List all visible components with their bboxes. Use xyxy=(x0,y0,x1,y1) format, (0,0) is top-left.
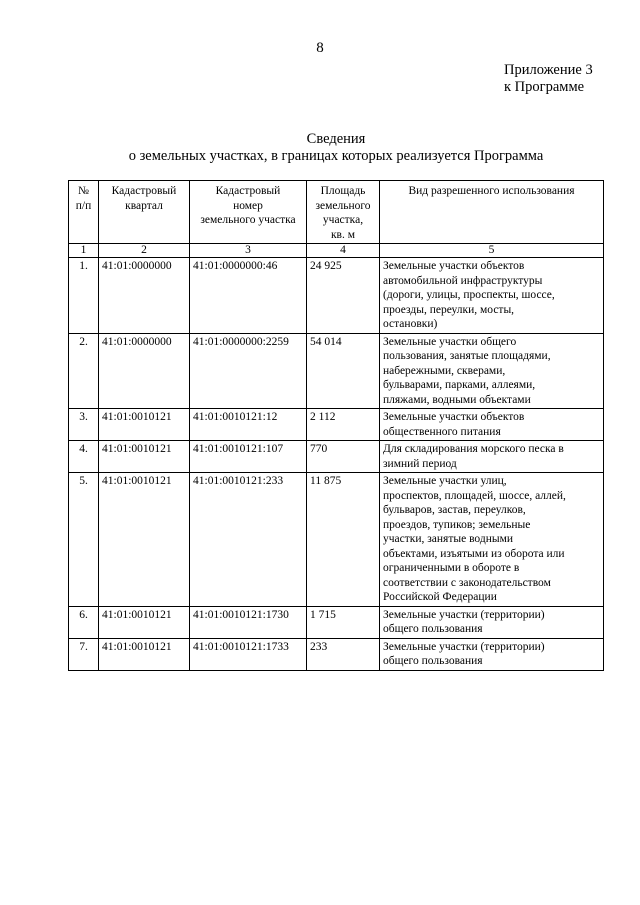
cadastral-number-cell: 41:01:0010121:107 xyxy=(190,441,307,473)
appendix-line-1: Приложение 3 xyxy=(504,62,593,78)
page-number: 8 xyxy=(316,40,324,56)
table-body xyxy=(69,258,604,671)
permitted-use-cell xyxy=(380,409,604,441)
cadastral-number-cell: 41:01:0010121:1733 xyxy=(190,638,307,670)
column-number: 2 xyxy=(99,244,190,258)
table-row xyxy=(69,258,604,334)
table-row xyxy=(69,606,604,638)
row-number-cell: 3. xyxy=(69,409,99,441)
permitted-use-line: автомобильной инфраструктуры xyxy=(383,274,543,287)
permitted-use-line: набережными, скверами, xyxy=(383,364,506,377)
cadastral-quarter-cell: 41:01:0010121 xyxy=(99,409,190,441)
permitted-use-cell xyxy=(380,333,604,409)
table-row xyxy=(69,409,604,441)
row-number-cell: 7. xyxy=(69,638,99,670)
permitted-use-line: ограниченными в обороте в xyxy=(383,562,520,574)
row-number-cell: 4. xyxy=(69,441,99,473)
row-number-cell: 2. xyxy=(69,333,99,409)
area-cell: 770 xyxy=(307,441,380,473)
permitted-use-line: Земельные участки объектов xyxy=(383,260,525,272)
cadastral-number-cell: 41:01:0000000:46 xyxy=(190,258,307,334)
header-cadastral-number: Кадастровый номер земельного участка xyxy=(190,181,307,244)
cadastral-quarter-cell: 41:01:0000000 xyxy=(99,258,190,334)
cadastral-quarter-cell: 41:01:0010121 xyxy=(99,606,190,638)
permitted-use-line: Российской Федерации xyxy=(383,591,497,603)
permitted-use-line: Земельные участки общего xyxy=(383,335,517,348)
table-row xyxy=(69,441,604,473)
permitted-use-cell xyxy=(380,258,604,334)
header-num: № п/п xyxy=(69,181,99,244)
column-number: 4 xyxy=(307,244,380,258)
cadastral-quarter-cell: 41:01:0010121 xyxy=(99,441,190,473)
land-parcels-table xyxy=(68,180,604,671)
column-number: 1 xyxy=(69,244,99,258)
area-cell: 11 875 xyxy=(307,473,380,607)
permitted-use-line: общественного питания xyxy=(383,425,501,438)
permitted-use-cell xyxy=(380,473,604,607)
appendix-note xyxy=(504,62,593,96)
title-line-2: о земельных участках, в границах которых реализуется Программа xyxy=(128,148,544,164)
header-permitted-use: Вид разрешенного использования xyxy=(380,181,604,244)
column-number: 3 xyxy=(190,244,307,258)
cadastral-number-cell: 41:01:0000000:2259 xyxy=(190,333,307,409)
area-cell: 54 014 xyxy=(307,333,380,409)
area-cell: 2 112 xyxy=(307,409,380,441)
cadastral-quarter-cell: 41:01:0010121 xyxy=(99,473,190,607)
permitted-use-line: соответствии с законодательством xyxy=(383,576,551,589)
permitted-use-line: Для складирования морского песка в xyxy=(383,443,564,455)
title-line-1: Сведения xyxy=(306,131,366,147)
table-row xyxy=(69,473,604,607)
area-cell: 233 xyxy=(307,638,380,670)
permitted-use-line: (дороги, улицы, проспекты, шоссе, xyxy=(383,289,555,301)
cadastral-number-cell: 41:01:0010121:12 xyxy=(190,409,307,441)
cadastral-quarter-cell: 41:01:0000000 xyxy=(99,333,190,409)
permitted-use-line: пользования, занятые площадями, xyxy=(383,350,551,362)
permitted-use-line: проезды, переулки, мосты, xyxy=(383,303,515,316)
row-number-cell: 1. xyxy=(69,258,99,334)
permitted-use-line: общего пользования xyxy=(383,655,483,667)
appendix-line-2: к Программе xyxy=(504,79,585,95)
row-number-cell: 6. xyxy=(69,606,99,638)
permitted-use-cell xyxy=(380,441,604,473)
permitted-use-line: участки, занятые водными xyxy=(383,533,514,545)
permitted-use-cell xyxy=(380,638,604,670)
permitted-use-line: бульваров, застав, переулков, xyxy=(383,504,526,516)
row-number-cell: 5. xyxy=(69,473,99,607)
document-title xyxy=(0,131,640,165)
column-numbers-row xyxy=(69,244,604,258)
header-cadastral-quarter: Кадастровый квартал xyxy=(99,181,190,244)
cadastral-number-cell: 41:01:0010121:1730 xyxy=(190,606,307,638)
area-cell: 1 715 xyxy=(307,606,380,638)
permitted-use-line: проездов, тупиков; земельные xyxy=(383,518,531,531)
permitted-use-line: бульварами, парками, аллеями, xyxy=(383,379,536,391)
cadastral-quarter-cell: 41:01:0010121 xyxy=(99,638,190,670)
permitted-use-line: проспектов, площадей, шоссе, аллей, xyxy=(383,489,566,502)
permitted-use-line: Земельные участки улиц, xyxy=(383,475,507,487)
header-area: Площадь земельного участка, кв. м xyxy=(307,181,380,244)
table-header-row xyxy=(69,181,604,244)
area-cell: 24 925 xyxy=(307,258,380,334)
permitted-use-line: общего пользования xyxy=(383,623,483,635)
permitted-use-line: остановки) xyxy=(383,318,438,330)
permitted-use-line: Земельные участки объектов xyxy=(383,411,525,423)
permitted-use-line: объектами, изъятыми из оборота или xyxy=(383,547,565,560)
permitted-use-line: пляжами, водными объектами xyxy=(383,393,531,406)
cadastral-number-cell: 41:01:0010121:233 xyxy=(190,473,307,607)
permitted-use-line: Земельные участки (территории) xyxy=(383,608,545,621)
table-row xyxy=(69,638,604,670)
permitted-use-line: зимний период xyxy=(383,457,457,470)
permitted-use-line: Земельные участки (территории) xyxy=(383,640,545,653)
table-row xyxy=(69,333,604,409)
column-number: 5 xyxy=(380,244,604,258)
permitted-use-cell xyxy=(380,606,604,638)
